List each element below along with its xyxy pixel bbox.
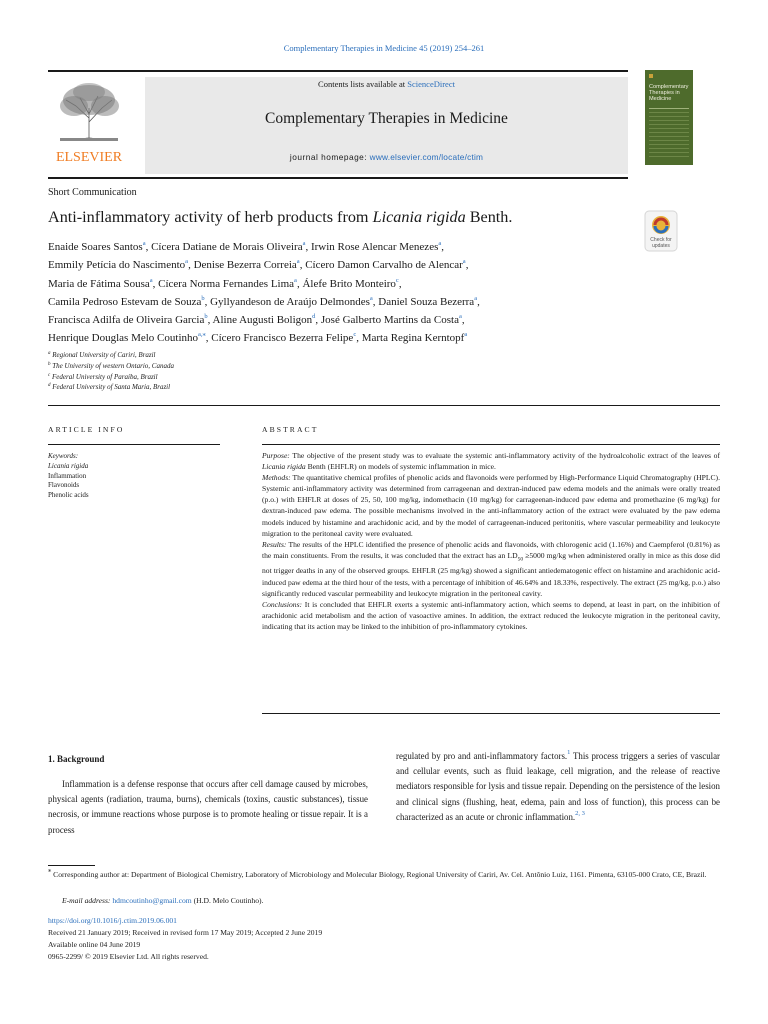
keyword: Licania rigida <box>48 461 89 470</box>
divider <box>48 405 720 406</box>
keyword: Flavonoids <box>48 481 80 490</box>
author[interactable]: Denise Bezerra Correia$^a$ <box>193 258 300 272</box>
abstract-conclusions: Conclusions: It is concluded that EHFLR exerts a systemic anti-inflammatory action, which seems to depend, at least in part, on the inhibition of arachidonic acid metabolism and the action of vasoactive amines. In addition, the extract reduced the leukocyte migration in the peritoneal cavity, indicating that its action may be linked to the inhibition of pro-inflammatory cytokines. <box>262 599 720 631</box>
author[interactable]: Camila Pedroso Estevam de Souza$^b$ <box>48 294 205 308</box>
homepage-link[interactable]: www.elsevier.com/locate/ctim <box>369 152 484 162</box>
author[interactable]: Gyllyandeson de Araújo Delmondes$^a$ <box>210 294 373 308</box>
copyright: 0965-2299/ © 2019 Elsevier Ltd. All rights reserved. <box>48 952 209 961</box>
abstract-methods: Methods: The quantitative chemical profiles of phenolic acids and flavonoids were performed by High-Performance Liquid Chromatography (HPLC). Systemic anti-inflammatory activity was determined from carrageenan and dextran-induced paw edema models and the animals were orally treated (p.o.) with EHFLR at doses of 25, 50, 100 mg/kg, indomethacin (10 mg/kg) for carrageenan-induced paw edema and promethazine (6 mg/kg) for dextran-induced paw edema. The possible mechanisms involved in the anti-inflammatory action of the extract were evaluated by the paw edema models induced by histamine and arachidonic acid, and by the model of carrageenan-induced peritonitis, where vascular permeability and leukocyte migration to the peritoneal cavity were evaluated. <box>262 473 720 538</box>
author[interactable]: Cícera Datiane de Morais Oliveira$^a$ <box>151 240 306 253</box>
journal-title: Complementary Therapies in Medicine <box>265 110 508 127</box>
contents-line <box>145 79 628 89</box>
received-dates: Received 21 January 2019; Received in revised form 17 May 2019; Accepted 2 June 2019 <box>48 928 323 937</box>
divider <box>262 444 720 445</box>
abstract-results: Results: The results of the HPLC identified the presence of phenolic acids and flavonoids, with chlorogenic acid (1.16%) and Caempferol (0.81%) as the main constituents. From the results, it was concluded that the extract has an $LD_{50} \ge 5000$ mg/kg when administered orally in mice as this dose did not trigger deaths in any of the observed groups. EHFLR (25 mg/kg) showed a significant antiedematogenic effect on histamine and arachidonic acid-induced paw edema at the third hour of the tests, with a percentage of inhibition of 46.64% and 18.33%, respectively. The extract (25 mg/kg, p.o.) also significantly reduced vascular permeability and leukocyte migration in the peritoneal cavity. <box>262 539 720 598</box>
cover-contents <box>649 112 689 160</box>
keyword: Inflammation <box>48 471 87 480</box>
elsevier-logo <box>50 78 128 164</box>
footnote-rule <box>48 865 95 866</box>
author[interactable]: Emmily Petícia do Nascimento$^a$ <box>48 258 189 272</box>
reference-link[interactable]: 2, 3 <box>575 809 585 817</box>
keywords-label: Keywords: <box>48 452 79 460</box>
divider <box>262 713 720 714</box>
author[interactable]: Marta Regina Kerntopf$^a$ <box>361 331 468 345</box>
affiliation: $^d$ Federal University of Santa Maria, Brazil <box>48 383 171 391</box>
abstract-body <box>262 450 720 632</box>
affiliation: $^b$ The University of western Ontario, Canada <box>48 362 174 370</box>
check-for-updates-badge[interactable] <box>644 210 678 252</box>
cover-title: Complementary Therapies in Medicine <box>649 84 689 102</box>
journal-homepage <box>145 152 628 162</box>
section-heading: 1. Background <box>48 754 105 764</box>
author[interactable]: Cícero Francisco Bezerra Felipe$^c$ <box>211 331 357 345</box>
author[interactable]: Francisca Adilfa de Oliveira Garcia$^b$ <box>48 313 208 327</box>
author[interactable]: Aline Augusti Boligon$^d$ <box>212 313 316 327</box>
author[interactable]: Álefe Brito Monteiro$^c$ <box>302 276 399 290</box>
divider <box>48 444 220 445</box>
header-top-rule <box>48 70 628 72</box>
header-bottom-rule <box>48 177 628 179</box>
title-text: Anti-inflammatory activity of herb products from <box>48 208 373 226</box>
journal-cover[interactable] <box>645 70 693 165</box>
keyword: Phenolic acids <box>48 491 89 500</box>
article-title <box>48 208 512 227</box>
title-species: Licania rigida <box>372 208 466 226</box>
journal-citation[interactable]: Complementary Therapies in Medicine 45 (2019) 254–261 <box>283 43 485 53</box>
available-online: Available online 04 June 2019 <box>48 940 141 949</box>
body-right-column <box>396 749 720 825</box>
doi-link[interactable]: https://doi.org/10.1016/j.ctim.2019.06.001 <box>48 916 177 925</box>
email-link[interactable]: hdmcoutinho@gmail.com <box>112 896 192 905</box>
homepage-label: journal homepage: <box>289 152 368 162</box>
contents-prefix: Contents lists available at <box>318 79 406 89</box>
article-type: Short Communication <box>48 187 137 198</box>
abstract-heading: ABSTRACT <box>262 425 319 434</box>
title-end: Benth. <box>465 208 513 226</box>
affiliation: $^a$ Regional University of Cariri, Brazil <box>48 351 156 359</box>
keywords <box>48 452 89 501</box>
sciencedirect-link[interactable]: ScienceDirect <box>407 79 455 89</box>
email-footnote: E-mail address: hdmcoutinho@gmail.com (H.D. Melo Coutinho). <box>62 896 264 905</box>
author[interactable]: Cícero Damon Carvalho de Alencar$^a$ <box>305 258 466 272</box>
author-corresponding[interactable]: Henrique Douglas Melo Coutinho$^{a,⁎}$ <box>48 331 206 345</box>
svg-text:updates: updates <box>652 243 670 249</box>
author[interactable]: Irwin Rose Alencar Menezes$^a$ <box>310 240 442 253</box>
body-paragraph: regulated by pro and anti-inflammatory factors.$^1$ This process triggers a series of vascular and cellular events, such as fluid leakage, cell migration, and the release of reactive mediators responsible for lysis and tissue repair. Depending on the persistence of the lesion and clinical signs (flushing, heat, edema, pain and loss of function), this process can be characterized as an acute or chronic inflammation.$^{2, 3}$ <box>396 749 720 822</box>
cover-rule <box>649 108 689 109</box>
abstract-purpose: Purpose: The objective of the present study was to evaluate the systemic anti-inflammatory activity of the hydroalcoholic extract of the leaves of Licania rigida Benth (EHFLR) on models of systemic inflammation in mice. <box>262 451 720 472</box>
article-info-heading: ARTICLE INFO <box>48 425 125 434</box>
author-list: Enaide Soares Santos$^a$, Cícera Datiane de Morais Oliveira$^a$, Irwin Rose Alencar Menezes$^a$, Emmily Petícia do Nascimento$^a$, Denise Bezerra Correia$^a$, Cícero Damon Carvalho de Alencar$^a$, Maria de Fátima Sousa$^a$, Cícera Norma Fernandes Lima$^a$, Álefe Brito Monteiro$^c$, Camila Pedroso Estevam de Souza$^b$, Gyllyandeson de Araújo Delmondes$^a$, Daniel Souza Bezerra$^a$, Francisca Adilfa de Oliveira Garcia$^b$, Aline Augusti Boligon$^d$, José Galberto Martins da Costa$^a$, Henrique Douglas Melo Coutinho$^{a,⁎}$, Cícero Francisco Bezerra Felipe$^c$, Marta Regina Kerntopf$^a$ <box>48 240 480 345</box>
author[interactable]: Enaide Soares Santos$^a$ <box>48 240 146 253</box>
body-left-column <box>48 777 368 838</box>
reference-link[interactable]: 1 <box>567 749 571 756</box>
affiliation: $^c$ Federal University of Paraíba, Brazil <box>48 373 158 381</box>
author[interactable]: Daniel Souza Bezerra$^a$ <box>378 294 478 308</box>
body-paragraph: Inflammation is a defense response that occurs after cell damage caused by microbes, physical agents (radiation, trauma, burns), chemicals (toxins, caustic substances), tissue necrosis, or immune reactions whose purpose is to promote healing or tissue repair. It is a process <box>48 779 368 835</box>
author[interactable]: José Galberto Martins da Costa$^a$ <box>320 313 462 327</box>
author[interactable]: Cícera Norma Fernandes Lima$^a$ <box>158 276 297 290</box>
cover-emblem <box>649 74 653 78</box>
author[interactable]: Maria de Fátima Sousa$^a$ <box>48 276 153 290</box>
corresponding-footnote: ⁎ Corresponding author at: Department of Biological Chemistry, Laboratory of Microbiology and Molecular Biology, Regional University of Cariri, Av. Cel. Antônio Luiz, 1161. Pimenta, 63105-000 Crato, CE, Brazil. <box>48 867 707 879</box>
svg-text:Check for: Check for <box>650 237 672 243</box>
publisher-name: ELSEVIER <box>55 150 123 164</box>
